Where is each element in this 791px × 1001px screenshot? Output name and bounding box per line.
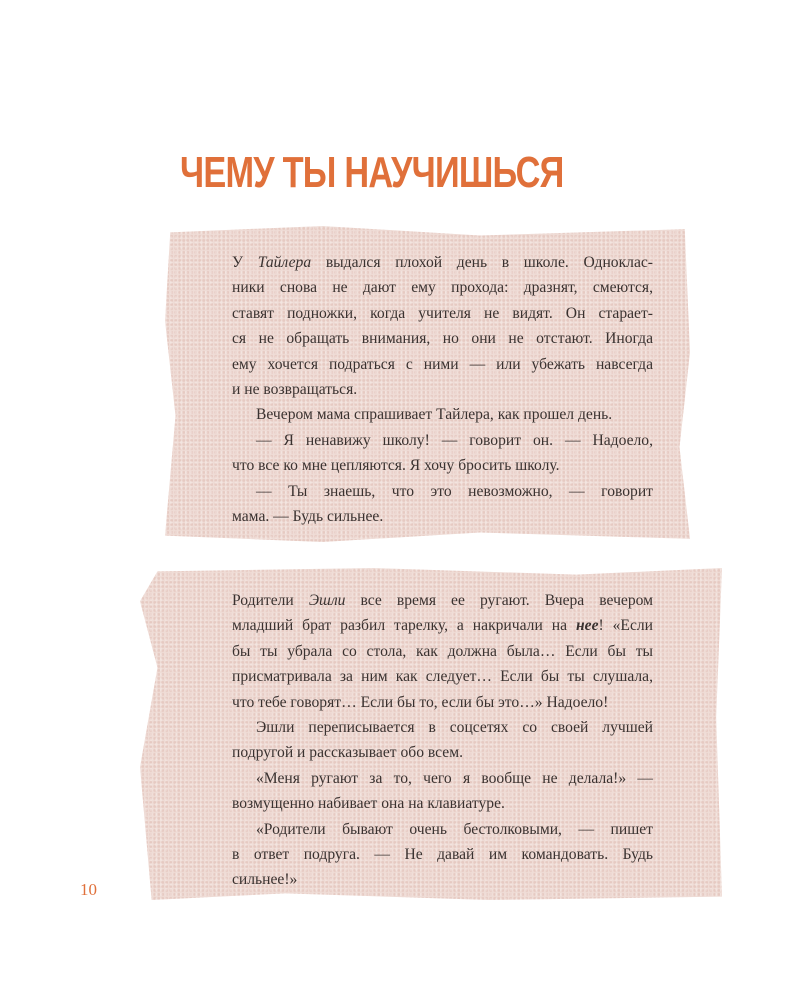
page-number: 10	[80, 880, 97, 899]
text-line	[232, 588, 653, 613]
text-line: возмущенно набивает она на клавиатуре.	[232, 795, 505, 813]
text-span: младший брат разбил тарелку, а накричали на	[232, 617, 576, 635]
text-line: ставят подножки, когда учителя не видят. Он старает-	[232, 304, 653, 322]
text-line: в ответ подруга. — Не давай им командовать. Будь	[232, 846, 653, 864]
text-line: бы ты убрала со стола, как должна была… Если бы ты	[232, 642, 653, 660]
text-line: «Меня ругают за то, чего я вообще не делала!» —	[256, 769, 653, 787]
story-1-text	[232, 250, 653, 529]
text-line: ему хочется подраться с ними — или убежать навсегда	[232, 355, 653, 373]
text-span: все время ее ругают. Вчера вечером	[345, 592, 654, 609]
text-line: что тебе говорят… Если бы то, если бы это…» Надоело!	[232, 693, 609, 711]
text-line: ся не обращать внимания, но они не отстают. Иногда	[232, 330, 653, 348]
text-span: ! «Если	[598, 617, 653, 635]
text-line: — Я ненавижу школу! — говорит он. — Надоело,	[256, 431, 653, 449]
text-span: Родители	[232, 592, 309, 609]
page-title: ЧЕМУ ТЫ НАУЧИШЬСЯ	[180, 148, 564, 197]
text-line: мама. — Будь сильнее.	[232, 508, 384, 526]
character-name: Тайлера	[257, 254, 312, 271]
text-line: Вечером мама спрашивает Тайлера, как прошел день.	[256, 406, 613, 424]
emphasis: нее	[575, 617, 599, 635]
story-2-text	[232, 588, 653, 893]
text-line: что все ко мне цепляются. Я хочу бросить школу.	[232, 457, 560, 475]
text-span: У	[232, 254, 258, 271]
text-line: — Ты знаешь, что это невозможно, — говорит	[256, 482, 653, 500]
text-line: Эшли переписывается в соцсетях со своей лучшей	[256, 719, 653, 737]
text-line	[232, 250, 653, 275]
text-line: ники снова не дают ему прохода: дразнят, смеются,	[232, 279, 653, 297]
text-line	[232, 613, 653, 638]
character-name: Эшли	[308, 592, 346, 609]
text-line: сильнее!»	[232, 871, 298, 889]
text-line: «Родители бывают очень бестолковыми, — пишет	[256, 820, 653, 838]
text-line: и не возвращаться.	[232, 381, 358, 399]
text-line: подругой и рассказывает обо всем.	[232, 744, 463, 762]
text-line: присматривала за ним как следует… Если бы ты слушала,	[232, 668, 653, 686]
text-span: выдался плохой день в школе. Одноклас-	[311, 254, 653, 271]
